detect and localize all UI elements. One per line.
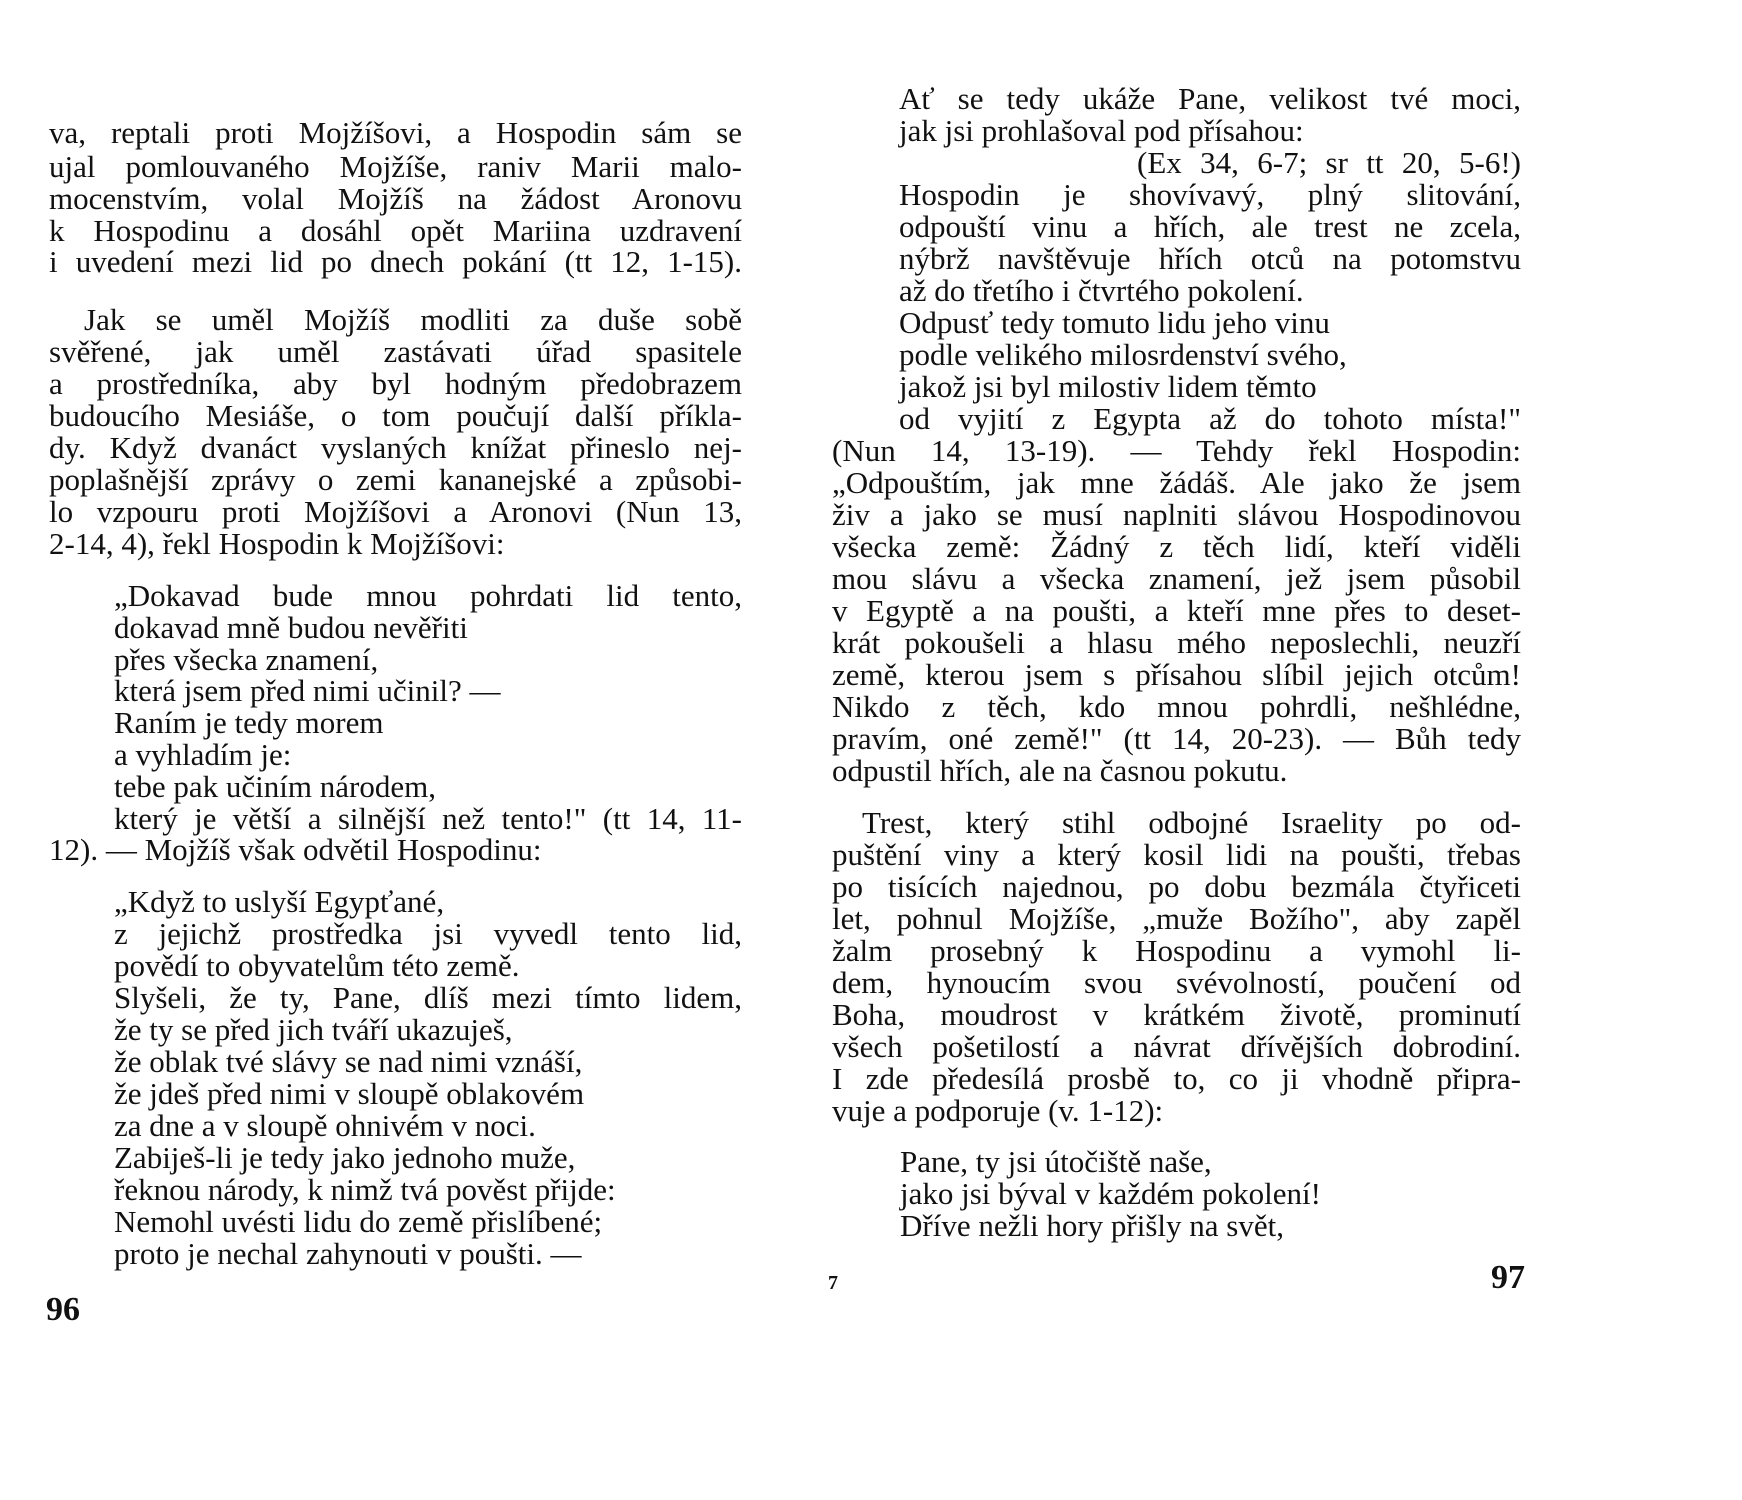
left-text-line: lo vzpouru proti Mojžíšovi a Aronovi (Nun 13, xyxy=(49,494,742,529)
right-text-line: let, pohnul Mojžíše, „muže Božího", aby zapěl xyxy=(832,901,1521,936)
left-text-line: který je větší a silnější než tento!" (tt 14, 11- xyxy=(114,801,742,836)
left-text-line: povědí to obyvatelům této země. xyxy=(114,948,520,983)
left-text-line: řeknou národy, k nimž tvá pověst přijde: xyxy=(114,1172,616,1207)
left-text-line: která jsem před nimi učinil? — xyxy=(114,673,501,708)
left-text-line: dokavad mně budou nevěřiti xyxy=(114,610,468,645)
gathering-mark: 7 xyxy=(828,1272,838,1294)
right-text-line: (Nun 14, 13-19). — Tehdy řekl Hospodin: xyxy=(832,433,1521,468)
left-text-line: Slyšeli, že ty, Pane, dlíš mezi tímto lidem, xyxy=(114,980,742,1015)
left-text-line: poplašnější zprávy o zemi kananejské a způsobi- xyxy=(49,462,742,497)
right-text-line: Dříve nežli hory přišly na svět, xyxy=(900,1208,1284,1243)
right-text-line: vuje a podporuje (v. 1-12): xyxy=(832,1093,1164,1128)
right-text-line: Trest, který stihl odbojné Israelity po od- xyxy=(862,805,1521,840)
right-text-line: živ a jako se musí naplniti slávou Hospodinovou xyxy=(832,497,1521,532)
right-text-line: nýbrž navštěvuje hřích otců na potomstvu xyxy=(899,241,1521,276)
left-text-line: Raním je tedy morem xyxy=(114,705,384,740)
right-text-line: Odpusť tedy tomuto lidu jeho vinu xyxy=(899,305,1330,340)
right-text-line: jak jsi prohlašoval pod přísahou: xyxy=(899,113,1304,148)
right-text-line: země, kterou jsem s přísahou slíbil jejich otcům! xyxy=(832,657,1521,692)
left-text-line: mocenstvím, volal Mojžíš na žádost Aronovu xyxy=(49,181,742,216)
right-text-line: Nikdo z těch, kdo mnou pohrdli, nešhlédne, xyxy=(832,689,1521,724)
right-text-line: puštění viny a který kosil lidi na poušti, třebas xyxy=(832,837,1521,872)
left-text-line: Nemohl uvésti lidu do země přislíbené; xyxy=(114,1204,603,1239)
right-text-line: Ať se tedy ukáže Pane, velikost tvé moci, xyxy=(899,81,1521,116)
right-text-line: jakož jsi byl milostiv lidem těmto xyxy=(899,369,1317,404)
right-text-line: v Egyptě a na poušti, a kteří mne přes to deset- xyxy=(832,593,1521,628)
left-text-line: že oblak tvé slávy se nad nimi vznáší, xyxy=(114,1044,583,1079)
left-text-line: 12). — Mojžíš však odvětil Hospodinu: xyxy=(49,832,542,867)
right-text-line: Pane, ty jsi útočiště naše, xyxy=(900,1144,1212,1179)
right-text-line: odpouští vinu a hřích, ale trest ne zcela, xyxy=(899,209,1521,244)
left-text-line: a prostředníka, aby byl hodným předobrazem xyxy=(49,366,742,401)
left-text-line: že jdeš před nimi v sloupě oblakovém xyxy=(114,1076,585,1111)
left-text-line: „Když to uslyší Egypťané, xyxy=(114,884,445,919)
right-text-line: krát pokoušeli a hlasu mého neposlechli, neuzří xyxy=(832,625,1521,660)
left-page xyxy=(0,0,870,1500)
left-text-line: budoucího Mesiáše, o tom poučují další příkla- xyxy=(49,398,742,433)
left-text-line: k Hospodinu a dosáhl opět Mariina uzdravení xyxy=(49,213,742,248)
left-text-line: „Dokavad bude mnou pohrdati lid tento, xyxy=(114,578,742,613)
right-text-line: Boha, moudrost v krátkém životě, prominutí xyxy=(832,997,1521,1032)
right-text-line: až do třetího i čtvrtého pokolení. xyxy=(899,273,1304,308)
right-text-line: dem, hynoucím svou svévolností, poučení od xyxy=(832,965,1521,1000)
left-text-line: že ty se před jich tváří ukazuješ, xyxy=(114,1012,513,1047)
left-text-line: i uvedení mezi lid po dnech pokání (tt 12, 1-15). xyxy=(49,244,742,279)
left-text-line: přes všecka znamení, xyxy=(114,642,379,677)
left-text-line: a vyhladím je: xyxy=(114,737,292,772)
left-text-line: ujal pomlouvaného Mojžíše, raniv Marii malo- xyxy=(49,149,742,184)
left-text-line: svěřené, jak uměl zastávati úřad spasitele xyxy=(49,334,742,369)
left-text-line: tebe pak učiním národem, xyxy=(114,769,436,804)
left-text-line: z jejichž prostředka jsi vyvedl tento lid, xyxy=(114,916,742,951)
page-number: 96 xyxy=(46,1291,80,1328)
right-text-line: všech pošetilostí a návrat dřívějších dobrodiní. xyxy=(832,1029,1521,1064)
right-page xyxy=(828,0,1742,1500)
right-text-line: odpustil hřích, ale na časnou pokutu. xyxy=(832,753,1288,788)
right-text-line: pravím, oné země!" (tt 14, 20-23). — Bůh tedy xyxy=(832,721,1521,756)
left-text-line: proto je nechal zahynouti v poušti. — xyxy=(114,1236,582,1271)
right-text-line: všecka země: Žádný z těch lidí, kteří viděli xyxy=(832,529,1521,564)
right-text-line: po tisících najednou, po dobu bezmála čtyřiceti xyxy=(832,869,1521,904)
right-text-line: „Odpouštím, jak mne žádáš. Ale jako že jsem xyxy=(832,465,1521,500)
right-text-line: I zde předesílá prosbě to, co ji vhodně připra- xyxy=(832,1061,1521,1096)
page-number: 97 xyxy=(1491,1259,1525,1296)
right-text-line: (Ex 34, 6-7; sr tt 20, 5-6!) xyxy=(1137,145,1521,180)
right-text-line: žalm prosebný k Hospodinu a vymohl li- xyxy=(832,933,1521,968)
right-text-line: Hospodin je shovívavý, plný slitování, xyxy=(899,177,1521,212)
left-text-line: 2-14, 4), řekl Hospodin k Mojžíšovi: xyxy=(49,526,505,561)
right-text-line: podle velikého milosrdenství svého, xyxy=(899,337,1347,372)
left-text-line: Zabiješ-li je tedy jako jednoho muže, xyxy=(114,1140,576,1175)
right-text-line: od vyjití z Egypta až do tohoto místa!" xyxy=(899,401,1521,436)
right-text-line: mou slávu a všecka znamení, jež jsem působil xyxy=(832,561,1521,596)
left-text-line: za dne a v sloupě ohnivém v noci. xyxy=(114,1108,536,1143)
left-text-line: Jak se uměl Mojžíš modliti za duše sobě xyxy=(84,302,742,337)
left-text-line: va, reptali proti Mojžíšovi, a Hospodin sám se xyxy=(49,115,742,150)
right-text-line: jako jsi býval v každém pokolení! xyxy=(900,1176,1321,1211)
left-text-line: dy. Když dvanáct vyslaných knížat přineslo nej- xyxy=(49,430,742,465)
